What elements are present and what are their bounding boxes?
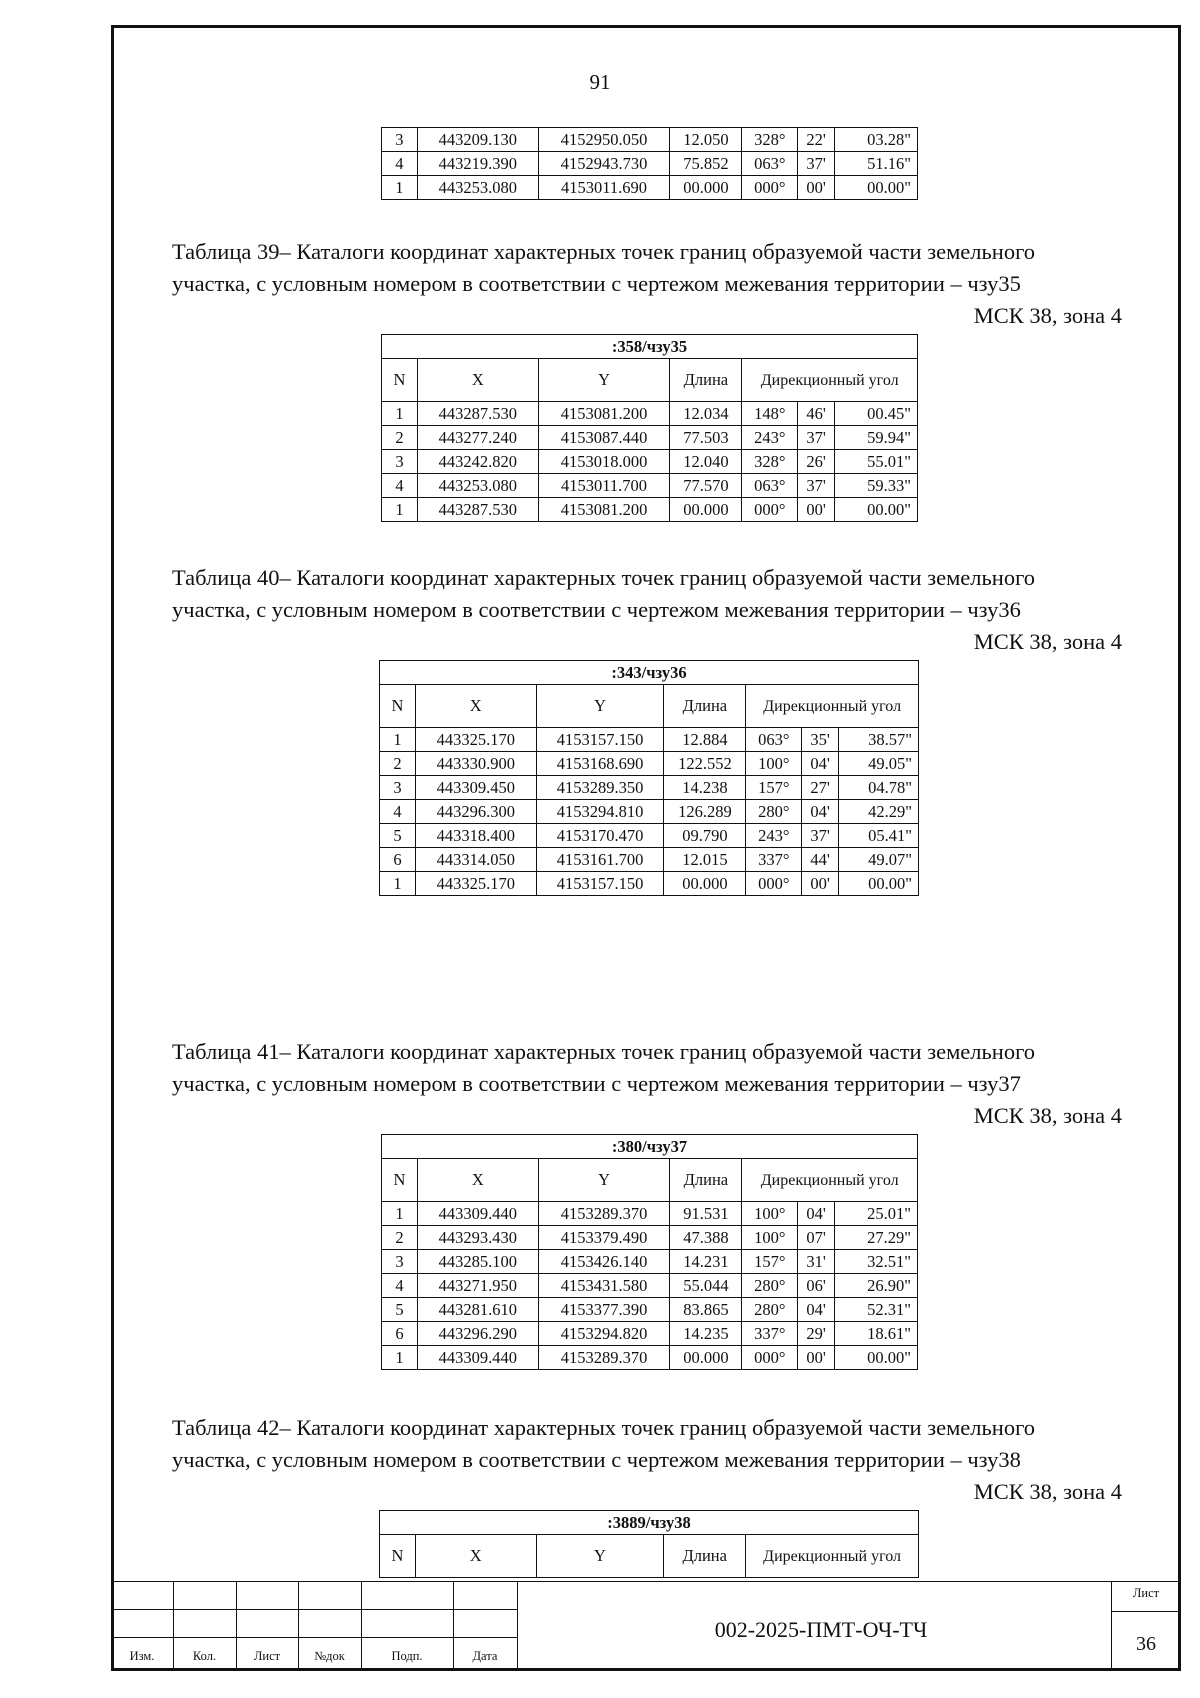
table-cell: 280° [746, 800, 802, 824]
table-cell: 00' [798, 498, 835, 522]
header-x: X [415, 1535, 536, 1578]
table-cell: 4153294.810 [536, 800, 664, 824]
table-cell: 4153168.690 [536, 752, 664, 776]
table-cell: 443209.130 [417, 128, 538, 152]
table-cell: 4153289.350 [536, 776, 664, 800]
table-cell: 32.51" [835, 1250, 918, 1274]
table-cell: 4153426.140 [538, 1250, 670, 1274]
table-cell: 100° [742, 1226, 798, 1250]
table-cell: 12.050 [670, 128, 742, 152]
table-row [382, 1298, 918, 1322]
caption-line: Таблица 42– Каталоги координат характерных точек границ образуемой части земельного [172, 1415, 1035, 1440]
page-number: 91 [589, 70, 611, 94]
header-dir-angle: Дирекционный угол [746, 1535, 919, 1578]
table-row [382, 176, 918, 200]
caption-line: Таблица 39– Каталоги координат характерных точек границ образуемой части земельного [172, 239, 1035, 264]
table-cell: 063° [742, 152, 798, 176]
table-cell: 4 [382, 474, 418, 498]
table-cell: 12.034 [670, 402, 742, 426]
caption-line: Таблица 40– Каталоги координат характерных точек границ образуемой части земельного [172, 565, 1035, 590]
stamp-line [111, 1609, 517, 1610]
table-row [380, 872, 919, 896]
table-cell: 25.01" [835, 1202, 918, 1226]
table-cell: 83.865 [670, 1298, 742, 1322]
table-cell: 000° [742, 498, 798, 522]
table-cell: 2 [382, 1226, 418, 1250]
table-cell: 49.07" [839, 848, 919, 872]
table-cell: 77.503 [670, 426, 742, 450]
coord-table-42 [379, 1510, 919, 1578]
header-length: Длина [664, 685, 746, 728]
stamp-line [111, 1637, 517, 1638]
header-length: Длина [664, 1535, 746, 1578]
table-cell: 5 [380, 824, 416, 848]
table-cell: 4153081.200 [538, 498, 670, 522]
header-x: X [417, 1159, 538, 1202]
header-n: N [380, 1535, 416, 1578]
table-cell: 12.015 [664, 848, 746, 872]
table-cell: 148° [742, 402, 798, 426]
table-cell: 4153377.390 [538, 1298, 670, 1322]
header-n: N [382, 359, 418, 402]
table-cell: 443219.390 [417, 152, 538, 176]
table-row [382, 426, 918, 450]
table-cell: 443296.300 [415, 800, 536, 824]
table-row [382, 450, 918, 474]
table-cell: 063° [742, 474, 798, 498]
table-cell: 443296.290 [417, 1322, 538, 1346]
table-41-caption [172, 1036, 1122, 1132]
caption-line: участка, с условным номером в соответствии с чертежом межевания территории – чзу38 [172, 1447, 1021, 1472]
table-cell: 59.94" [835, 426, 918, 450]
table-cell: 04.78" [839, 776, 919, 800]
table-cell: 1 [382, 176, 418, 200]
table-cell: 27' [802, 776, 839, 800]
stamp-label-kol: Кол. [192, 1649, 217, 1663]
table-cell: 4 [380, 800, 416, 824]
table-cell: 52.31" [835, 1298, 918, 1322]
table-cell: 4153294.820 [538, 1322, 670, 1346]
table-cell: 00.00" [835, 1346, 918, 1370]
table-cell: 09.790 [664, 824, 746, 848]
table-cell: 00' [802, 872, 839, 896]
table-cell: 157° [742, 1250, 798, 1274]
table-row [382, 1346, 918, 1370]
table-cell: 14.235 [670, 1322, 742, 1346]
table-title: :358/чзу35 [382, 335, 918, 359]
table-cell: 4153018.000 [538, 450, 670, 474]
table-cell: 4153161.700 [536, 848, 664, 872]
table-cell: 100° [746, 752, 802, 776]
header-y: Y [538, 1159, 670, 1202]
table-cell: 063° [746, 728, 802, 752]
table-cell: 49.05" [839, 752, 919, 776]
table-cell: 4153289.370 [538, 1346, 670, 1370]
table-cell: 4153157.150 [536, 872, 664, 896]
table-cell: 4 [382, 1274, 418, 1298]
table-cell: 443287.530 [417, 498, 538, 522]
table-row [382, 1202, 918, 1226]
table-cell: 04' [802, 752, 839, 776]
table-cell: 37' [798, 474, 835, 498]
table-row [382, 498, 918, 522]
table-39-caption [172, 236, 1122, 332]
header-n: N [380, 685, 416, 728]
table-cell: 75.852 [670, 152, 742, 176]
table-cell: 6 [380, 848, 416, 872]
sheet-number: 36 [1136, 1633, 1156, 1655]
table-cell: 00.00" [835, 176, 918, 200]
caption-line: участка, с условным номером в соответствии с чертежом межевания территории – чзу36 [172, 597, 1021, 622]
stamp-label-podp: Подп. [391, 1649, 423, 1663]
header-y: Y [538, 359, 670, 402]
table-title: :343/чзу36 [380, 661, 919, 685]
table-cell: 38.57" [839, 728, 919, 752]
table-cell: 00.000 [664, 872, 746, 896]
table-cell: 14.231 [670, 1250, 742, 1274]
table-cell: 126.289 [664, 800, 746, 824]
table-cell: 31' [798, 1250, 835, 1274]
table-cell: 4153087.440 [538, 426, 670, 450]
table-cell: 03.28" [835, 128, 918, 152]
table-cell: 55.044 [670, 1274, 742, 1298]
table-cell: 443287.530 [417, 402, 538, 426]
table-cell: 443277.240 [417, 426, 538, 450]
stamp-label-izm: Изм. [129, 1649, 155, 1663]
table-cell: 337° [746, 848, 802, 872]
stamp-line [111, 1581, 1181, 1582]
table-cell: 4153157.150 [536, 728, 664, 752]
table-cell: 1 [382, 1202, 418, 1226]
table-cell: 4153011.690 [538, 176, 670, 200]
table-cell: 6 [382, 1322, 418, 1346]
coord-table-40 [379, 660, 919, 896]
table-row [380, 848, 919, 872]
table-cell: 51.16" [835, 152, 918, 176]
table-cell: 47.388 [670, 1226, 742, 1250]
table-cell: 1 [382, 1346, 418, 1370]
table-row [382, 1226, 918, 1250]
table-cell: 00.45" [835, 402, 918, 426]
table-cell: 4153170.470 [536, 824, 664, 848]
coord-table-39 [381, 334, 918, 522]
table-cell: 04' [802, 800, 839, 824]
table-cell: 443325.170 [415, 872, 536, 896]
table-cell: 1 [380, 872, 416, 896]
table-title: :380/чзу37 [382, 1135, 918, 1159]
table-row [380, 824, 919, 848]
table-cell: 00.00" [835, 498, 918, 522]
stamp-label-list: Лист [253, 1649, 281, 1663]
table-cell: 2 [380, 752, 416, 776]
table-cell: 3 [380, 776, 416, 800]
header-dir-angle: Дирекционный угол [742, 1159, 918, 1202]
table-cell: 243° [746, 824, 802, 848]
table-cell: 328° [742, 450, 798, 474]
table-cell: 443309.440 [417, 1202, 538, 1226]
header-x: X [415, 685, 536, 728]
coordinate-system: МСК 38, зона 4 [973, 629, 1122, 654]
table-row [380, 800, 919, 824]
header-y: Y [536, 685, 664, 728]
table-cell: 4 [382, 152, 418, 176]
table-cell: 14.238 [664, 776, 746, 800]
table-cell: 44' [802, 848, 839, 872]
table-cell: 4153289.370 [538, 1202, 670, 1226]
table-cell: 443330.900 [415, 752, 536, 776]
table-cell: 04' [798, 1298, 835, 1322]
table-cell: 443242.820 [417, 450, 538, 474]
table-40-caption [172, 562, 1122, 658]
header-n: N [382, 1159, 418, 1202]
header-length: Длина [670, 1159, 742, 1202]
table-cell: 1 [382, 402, 418, 426]
table-cell: 443293.430 [417, 1226, 538, 1250]
table-cell: 00.000 [670, 176, 742, 200]
table-cell: 37' [798, 426, 835, 450]
table-cell: 443271.950 [417, 1274, 538, 1298]
stamp-label-ndok: №док [314, 1649, 345, 1663]
caption-line: участка, с условным номером в соответствии с чертежом межевания территории – чзу35 [172, 271, 1021, 296]
table-title: :3889/чзу38 [380, 1511, 919, 1535]
table-cell: 55.01" [835, 450, 918, 474]
table-row [382, 1322, 918, 1346]
table-cell: 443253.080 [417, 176, 538, 200]
table-row [380, 752, 919, 776]
table-cell: 328° [742, 128, 798, 152]
table-cell: 00.00" [839, 872, 919, 896]
table-cell: 05.41" [839, 824, 919, 848]
table-cell: 100° [742, 1202, 798, 1226]
table-cell: 1 [380, 728, 416, 752]
table-cell: 3 [382, 128, 418, 152]
table-cell: 77.570 [670, 474, 742, 498]
table-cell: 1 [382, 498, 418, 522]
coordinate-system: МСК 38, зона 4 [973, 303, 1122, 328]
table-cell: 42.29" [839, 800, 919, 824]
table-cell: 46' [798, 402, 835, 426]
table-row [382, 1274, 918, 1298]
table-cell: 443309.440 [417, 1346, 538, 1370]
table-cell: 59.33" [835, 474, 918, 498]
table-cell: 337° [742, 1322, 798, 1346]
table-row [380, 728, 919, 752]
table-cell: 04' [798, 1202, 835, 1226]
table-cell: 443318.400 [415, 824, 536, 848]
table-cell: 4152950.050 [538, 128, 670, 152]
header-y: Y [536, 1535, 664, 1578]
caption-line: Таблица 41– Каталоги координат характерных точек границ образуемой части земельного [172, 1039, 1035, 1064]
table-cell: 280° [742, 1298, 798, 1322]
header-x: X [417, 359, 538, 402]
table-cell: 06' [798, 1274, 835, 1298]
table-cell: 4153431.580 [538, 1274, 670, 1298]
header-dir-angle: Дирекционный угол [742, 359, 918, 402]
table-cell: 12.040 [670, 450, 742, 474]
table-row [382, 128, 918, 152]
table-cell: 243° [742, 426, 798, 450]
table-cell: 18.61" [835, 1322, 918, 1346]
table-cell: 00.000 [670, 1346, 742, 1370]
table-cell: 29' [798, 1322, 835, 1346]
table-cell: 12.884 [664, 728, 746, 752]
sheet-label: Лист [1132, 1586, 1160, 1600]
table-cell: 443325.170 [415, 728, 536, 752]
table-cell: 26.90" [835, 1274, 918, 1298]
table-cell: 280° [742, 1274, 798, 1298]
table-cell: 27.29" [835, 1226, 918, 1250]
table-cell: 4152943.730 [538, 152, 670, 176]
table-cell: 443281.610 [417, 1298, 538, 1322]
table-row [382, 402, 918, 426]
coordinate-system: МСК 38, зона 4 [973, 1103, 1122, 1128]
table-cell: 4153011.700 [538, 474, 670, 498]
stamp-label-data: Дата [472, 1649, 498, 1663]
table-42-caption [172, 1412, 1122, 1508]
coord-table-continued [381, 127, 918, 200]
title-block [111, 1581, 1181, 1671]
table-cell: 35' [802, 728, 839, 752]
header-dir-angle: Дирекционный угол [746, 685, 919, 728]
table-cell: 443285.100 [417, 1250, 538, 1274]
table-row [382, 152, 918, 176]
table-cell: 3 [382, 450, 418, 474]
coordinate-system: МСК 38, зона 4 [973, 1479, 1122, 1504]
table-cell: 2 [382, 426, 418, 450]
table-cell: 3 [382, 1250, 418, 1274]
document-code: 002-2025-ПМТ-ОЧ-ТЧ [714, 1617, 928, 1642]
table-cell: 4153081.200 [538, 402, 670, 426]
table-cell: 37' [798, 152, 835, 176]
table-row [380, 776, 919, 800]
table-cell: 443314.050 [415, 848, 536, 872]
table-row [382, 474, 918, 498]
table-cell: 00' [798, 176, 835, 200]
table-cell: 157° [746, 776, 802, 800]
table-cell: 26' [798, 450, 835, 474]
table-cell: 07' [798, 1226, 835, 1250]
table-cell: 37' [802, 824, 839, 848]
table-cell: 4153379.490 [538, 1226, 670, 1250]
table-cell: 00.000 [670, 498, 742, 522]
table-cell: 22' [798, 128, 835, 152]
table-cell: 5 [382, 1298, 418, 1322]
header-length: Длина [670, 359, 742, 402]
stamp-line [1111, 1611, 1181, 1612]
table-cell: 443309.450 [415, 776, 536, 800]
table-cell: 000° [742, 1346, 798, 1370]
table-cell: 000° [746, 872, 802, 896]
table-cell: 000° [742, 176, 798, 200]
table-cell: 00' [798, 1346, 835, 1370]
coord-table-41 [381, 1134, 918, 1370]
table-row [382, 1250, 918, 1274]
table-cell: 91.531 [670, 1202, 742, 1226]
table-cell: 443253.080 [417, 474, 538, 498]
caption-line: участка, с условным номером в соответствии с чертежом межевания территории – чзу37 [172, 1071, 1021, 1096]
table-cell: 122.552 [664, 752, 746, 776]
